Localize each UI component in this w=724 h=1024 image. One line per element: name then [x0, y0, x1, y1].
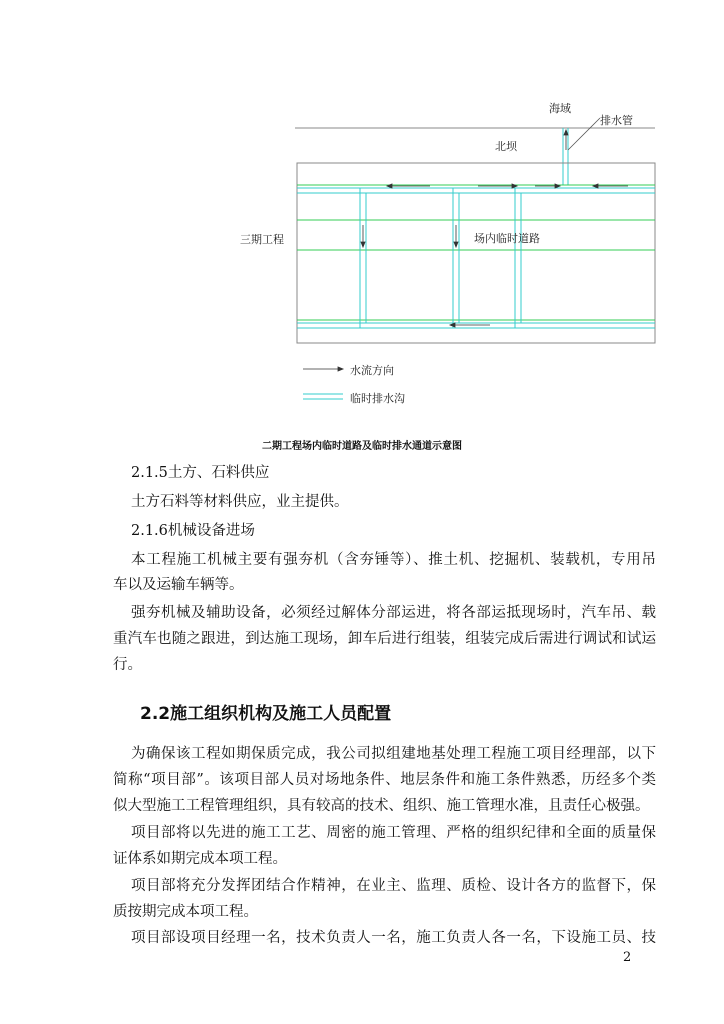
- figure-caption: 二期工程场内临时道路及临时排水通道示意图: [262, 441, 462, 452]
- section-heading-2-2: 2.2施工组织机构及施工人员配置: [140, 704, 392, 724]
- paragraph-line: 为确保该工程如期保质完成，我公司拟组建地基处理工程施工项目经理部，以下: [131, 746, 656, 762]
- paragraph-line: 似大型施工工程管理组织，具有较高的技术、组织、施工管理水准，且责任心极强。: [113, 798, 650, 814]
- label-phase3: 三期工程: [240, 233, 284, 246]
- diagram-drawing: [0, 0, 724, 420]
- paragraph-line: 项目部将以先进的施工工艺、周密的施工管理、严格的组织纪律和全面的质量保: [131, 825, 656, 841]
- paragraph-line: 证体系如期完成本项工程。: [113, 851, 287, 867]
- page-number: 2: [623, 950, 632, 965]
- legend-flow-label: 水流方向: [350, 364, 394, 377]
- section-body-2-1-5: 土方石料等材料供应，业主提供。: [131, 494, 349, 510]
- paragraph-line: 项目部设项目经理一名，技术负责人一名，施工负责人各一名，下设施工员、技: [131, 930, 656, 946]
- paragraph-line: 车以及运输车辆等。: [113, 577, 244, 593]
- paragraph-line: 本工程施工机械主要有强夯机（含夯锤等）、推土机、挖掘机、装载机，专用吊: [131, 552, 656, 568]
- label-sea: 海域: [549, 102, 571, 115]
- legend-ditch-label: 临时排水沟: [350, 392, 405, 405]
- drain-pipe-leader: [568, 118, 600, 150]
- paragraph-line: 质按期完成本项工程。: [113, 904, 258, 920]
- label-north-dam: 北坝: [495, 140, 517, 153]
- paragraph-line: 强夯机械及辅助设备，必须经过解体分部运进，将各部运抵现场时，汽车吊、载: [131, 605, 656, 621]
- paragraph-line: 简称“项目部”。该项目部人员对场地条件、地层条件和施工条件熟悉，历经多个类: [113, 772, 656, 788]
- site-border: [297, 163, 655, 343]
- paragraph-line: 重汽车也随之跟进，到达施工现场，卸车后进行组装，组装完成后需进行调试和试运: [113, 631, 656, 647]
- section-title-2-1-6: 2.1.6机械设备进场: [131, 523, 255, 539]
- paragraph-line: 行。: [113, 657, 142, 673]
- paragraph-line: 项目部将充分发挥团结合作精神，在业主、监理、质检、设计各方的监督下，保: [131, 878, 656, 894]
- section-title-2-1-5: 2.1.5土方、石料供应: [131, 465, 270, 481]
- label-drain-pipe: 排水管: [600, 114, 633, 127]
- site-drainage-diagram: [0, 0, 724, 420]
- label-road: 场内临时道路: [474, 232, 540, 245]
